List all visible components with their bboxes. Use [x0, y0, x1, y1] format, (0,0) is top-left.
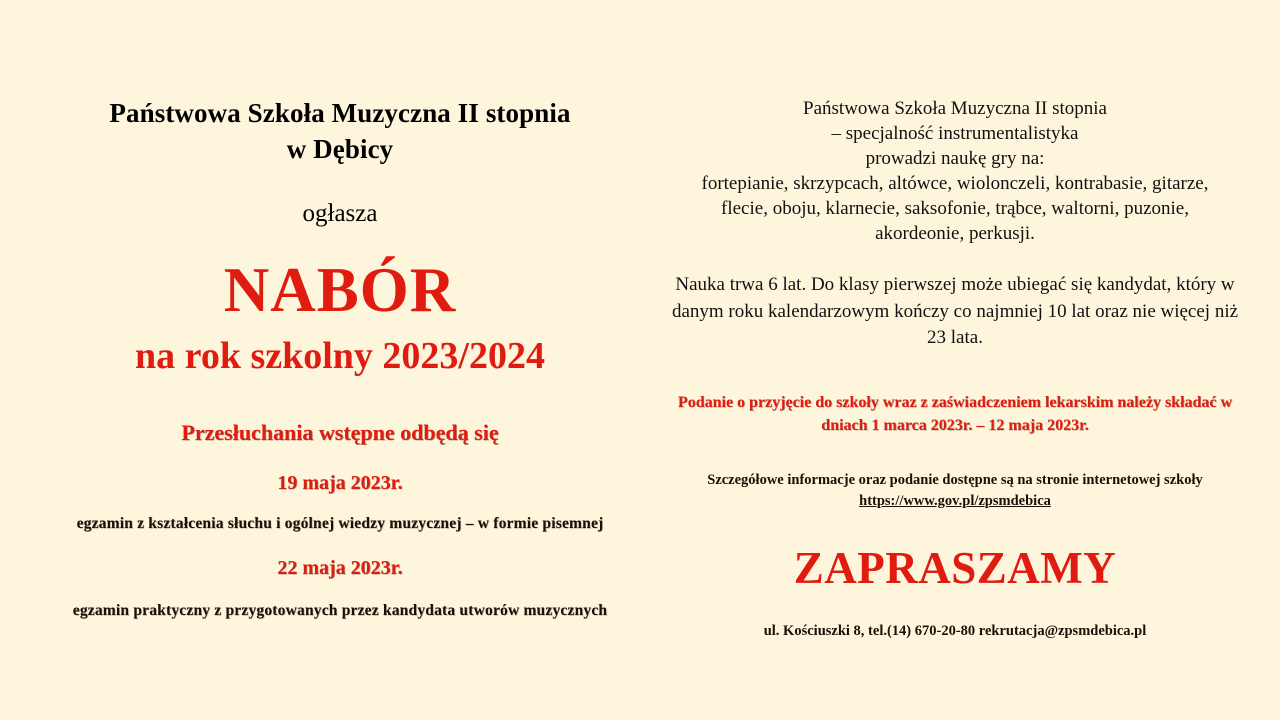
details-block [670, 470, 1240, 512]
application-line: wraz z zaświadczeniem lekarskim [882, 394, 1114, 412]
study-duration-line: oraz nie więcej niż 23 lata. [927, 300, 1239, 348]
exam-description-1: egzamin z kształcenia słuchu i ogólnej wiedzy muzycznej – w formie pisemnej [76, 515, 604, 533]
school-name-line-1: Państwowa Szkoła Muzyczna II stopnia [109, 98, 571, 128]
headline-nabor: NABÓR [223, 255, 457, 326]
application-line: Podanie o przyjęcie do szkoły [677, 394, 879, 412]
school-year: na rok szkolny 2023/2024 [135, 335, 545, 378]
school-name [60, 96, 620, 167]
contact-block [670, 621, 1240, 642]
study-duration-line: Nauka trwa 6 lat. Do klasy pierwszej może ubiegać się kandydat, [675, 274, 1172, 296]
instruments-info-line: flecie, oboju, klarnecie, saksofonie, trąbce, waltorni, puzonie, [721, 198, 1189, 220]
auditions-title: Przesłuchania wstępne odbędą się [181, 420, 499, 446]
application-block [670, 391, 1240, 437]
exam-description-2: egzamin praktyczny z przygotowanych przez kandydata utworów muzycznych [72, 602, 608, 620]
instruments-info-line: prowadzi naukę gry na: [865, 148, 1045, 170]
contact-address-phone: ul. Kościuszki 8, tel.(14) 670-20-80 [763, 622, 976, 639]
application-line: należy składać w dniach 1 marca 2023r. – 12 maja 2023r. [821, 394, 1233, 435]
instruments-info-block [670, 96, 1240, 246]
study-duration-block [670, 272, 1240, 351]
contact-email[interactable]: rekrutacja@zpsmdebica.pl [978, 622, 1147, 639]
instruments-info-line: Państwowa Szkoła Muzyczna II stopnia [803, 98, 1107, 119]
instruments-info-line: fortepianie, skrzypcach, altówce, wiolonczeli, kontrabasie, gitarze, [701, 173, 1209, 195]
right-column [650, 0, 1280, 720]
instruments-info-line: akordeonie, perkusji. [875, 223, 1035, 245]
study-duration-line: który w danym roku kalendarzowym kończy co najmniej 10 lat [671, 274, 1235, 322]
details-text: Szczegółowe informacje oraz podanie dostępne są na stronie internetowej szkoły [707, 471, 1203, 488]
welcome-headline: ZAPRASZAMY [793, 542, 1117, 593]
audition-date-2: 22 maja 2023r. [277, 557, 403, 580]
school-website-link[interactable]: https://www.gov.pl/zpsmdebica [859, 492, 1051, 509]
audition-date-1: 19 maja 2023r. [277, 472, 403, 495]
school-name-line-2: w Dębicy [286, 133, 394, 164]
announces-text: ogłasza [302, 200, 378, 228]
instruments-info-line: – specjalność instrumentalistyka [831, 123, 1079, 145]
